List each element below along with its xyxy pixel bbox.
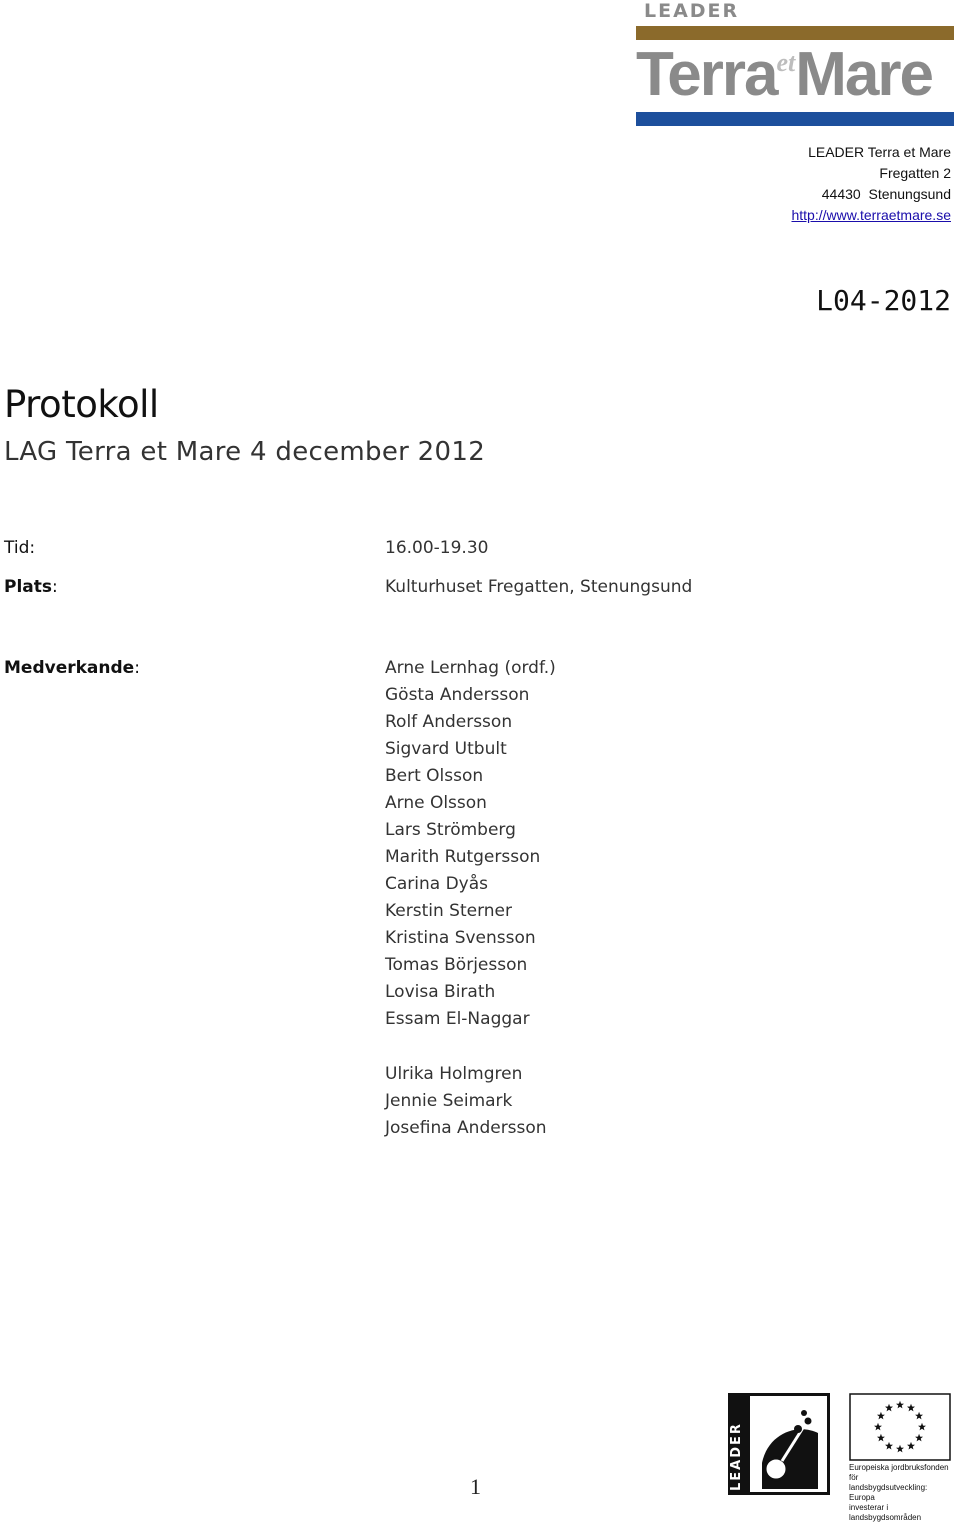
list-item: Sigvard Utbult	[385, 739, 507, 759]
tid-colon: :	[29, 538, 36, 558]
plats-value: Kulturhuset Fregatten, Stenungsund	[385, 577, 693, 597]
list-item: Carina Dyås	[385, 874, 489, 894]
page-number: 1	[470, 1474, 481, 1499]
list-item: Marith Rutgersson	[385, 847, 541, 867]
eu-caption-line: investerar i landsbygdsområden	[849, 1503, 922, 1522]
medverkande-label: Medverkande	[4, 658, 135, 678]
tid-value: 16.00-19.30	[385, 538, 489, 558]
medverkande-colon: :	[134, 658, 140, 678]
logo-wordmark	[636, 38, 932, 112]
logo-blue-bar	[636, 112, 954, 126]
logo-et-text: et	[776, 48, 796, 77]
medverkande-label-row	[4, 658, 140, 678]
list-item: Kristina Svensson	[385, 928, 536, 948]
list-item: Arne Lernhag (ordf.)	[385, 658, 556, 678]
eu-caption	[849, 1463, 953, 1523]
list-item: Kerstin Sterner	[385, 901, 513, 921]
list-item: Lars Strömberg	[385, 820, 516, 840]
address-org: LEADER Terra et Mare	[808, 144, 951, 160]
leader-leaf-icon	[794, 1425, 802, 1433]
tid-label: Tid	[4, 538, 30, 558]
terra-et-mare-logo	[636, 0, 954, 128]
leader-leaf-icon	[801, 1410, 807, 1416]
logo-leader-text: LEADER	[644, 0, 740, 22]
eu-caption-line: landsbygdsutveckling: Europa	[849, 1483, 928, 1502]
list-item: Essam El-Naggar	[385, 1009, 530, 1029]
list-item: Arne Olsson	[385, 793, 487, 813]
leader-badge-text: LEADER	[729, 1422, 744, 1491]
list-item: Gösta Andersson	[385, 685, 530, 705]
sender-address	[791, 142, 951, 226]
leader-leaf-icon	[805, 1418, 812, 1425]
logo-terra-text: Terra	[636, 40, 777, 109]
other-participants-list	[385, 1061, 547, 1142]
leader-flower-icon	[765, 1458, 787, 1480]
logo-mare-text: Mare	[795, 40, 933, 109]
eu-caption-line: Europeiska jordbruksfonden för	[849, 1463, 949, 1482]
participants-list	[385, 655, 556, 1033]
tid-label-row	[4, 538, 35, 558]
list-item: Ulrika Holmgren	[385, 1064, 523, 1084]
list-item: Tomas Börjesson	[385, 955, 528, 975]
website-link[interactable]: http://www.terraetmare.se	[791, 207, 951, 223]
address-street: Fregatten 2	[879, 165, 951, 181]
list-item: Josefina Andersson	[385, 1118, 547, 1138]
leader-badge-logo	[728, 1393, 830, 1495]
list-item: Bert Olsson	[385, 766, 484, 786]
address-postal: 44430 Stenungsund	[821, 186, 951, 202]
list-item: Jennie Seimark	[385, 1091, 513, 1111]
list-item: Rolf Andersson	[385, 712, 513, 732]
plats-colon: :	[52, 577, 58, 597]
page-title: Protokoll	[4, 383, 159, 426]
document-number: L04-2012	[816, 284, 951, 317]
list-item: Lovisa Birath	[385, 982, 496, 1002]
plats-label: Plats	[4, 577, 53, 597]
page-subtitle: LAG Terra et Mare 4 december 2012	[4, 437, 486, 467]
plats-label-row	[4, 577, 58, 597]
